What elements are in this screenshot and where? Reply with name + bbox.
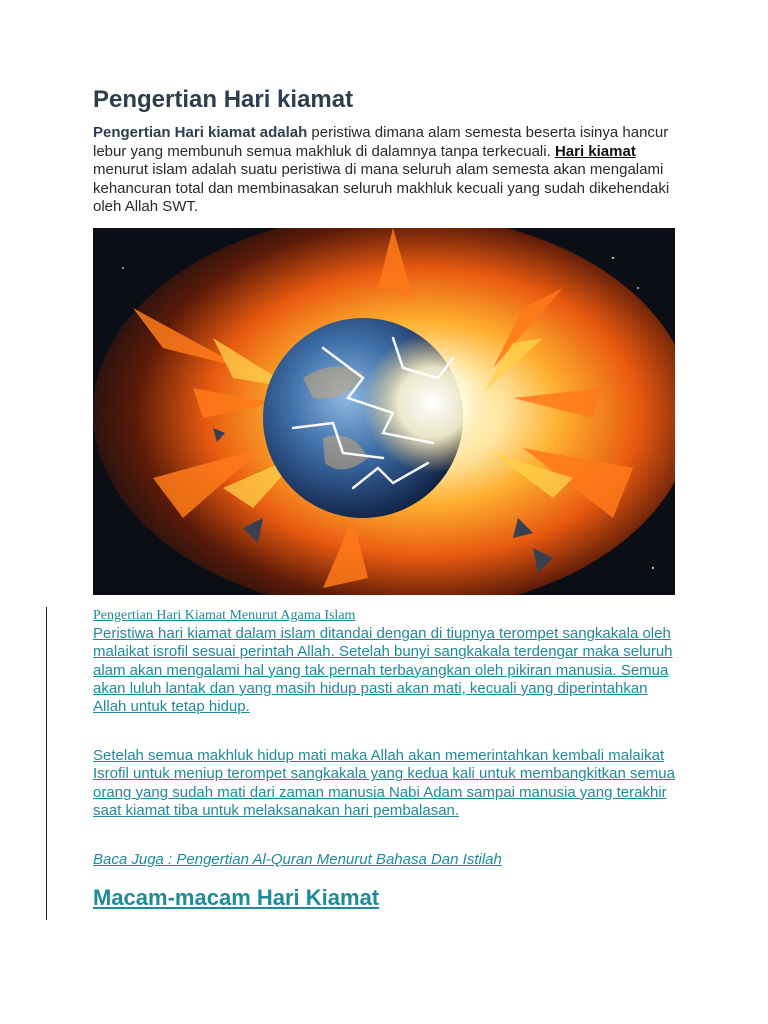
intro-bold-lead: Pengertian Hari kiamat adalah (93, 124, 308, 141)
hari-kiamat-link[interactable]: Hari kiamat (554, 142, 636, 160)
paragraph-2[interactable]: Setelah semua makhluk hidup mati maka Allah akan memerintahkan kembali malaikat Isrofil untuk meniup terompet sangkakala yang kedua kali untuk membangkitkan semua orang yang sudah mati dari zaman manusia Nabi Adam sampai manusia yang terakhir saat kiamat tiba untuk melaksanakan hari pembalasan. (93, 747, 675, 819)
baca-juga-link[interactable]: Baca Juga : Pengertian Al-Quran Menurut Bahasa Dan Istilah (93, 851, 502, 868)
exploding-earth-image (93, 228, 675, 595)
page-title: Pengertian Hari kiamat (93, 86, 354, 113)
revision-bar (46, 607, 47, 920)
section-subheading[interactable]: Pengertian Hari Kiamat Menurut Agama Islam (93, 608, 356, 623)
intro-paragraph (93, 124, 678, 217)
intro-text-2: menurut islam adalah suatu peristiwa di mana seluruh alam semesta akan mengalami kehancuran total dan membinasakan seluruh makhluk kecuali yang sudah dikehendaki oleh Allah SWT. (93, 161, 670, 215)
section-title[interactable]: Macam-macam Hari Kiamat (93, 885, 380, 910)
paragraph-1[interactable]: Peristiwa hari kiamat dalam islam ditandai dengan di tiupnya terompet sangkakala oleh malaikat isrofil sesuai perintah Allah. Setelah bunyi sangkakala terdengar maka seluruh alam akan mengalami hal yang tak pernah terbayangkan oleh pikiran manusia. Semua akan luluh lantak dan yang masih hidup pasti akan mati, kecuali yang diperintahkan Allah untuk tetap hidup. (93, 625, 673, 716)
intro-text-1: peristiwa dimana alam semesta beserta isinya hancur lebur yang membunuh semua makhluk di dalamnya tanpa terkecuali. (93, 124, 669, 160)
